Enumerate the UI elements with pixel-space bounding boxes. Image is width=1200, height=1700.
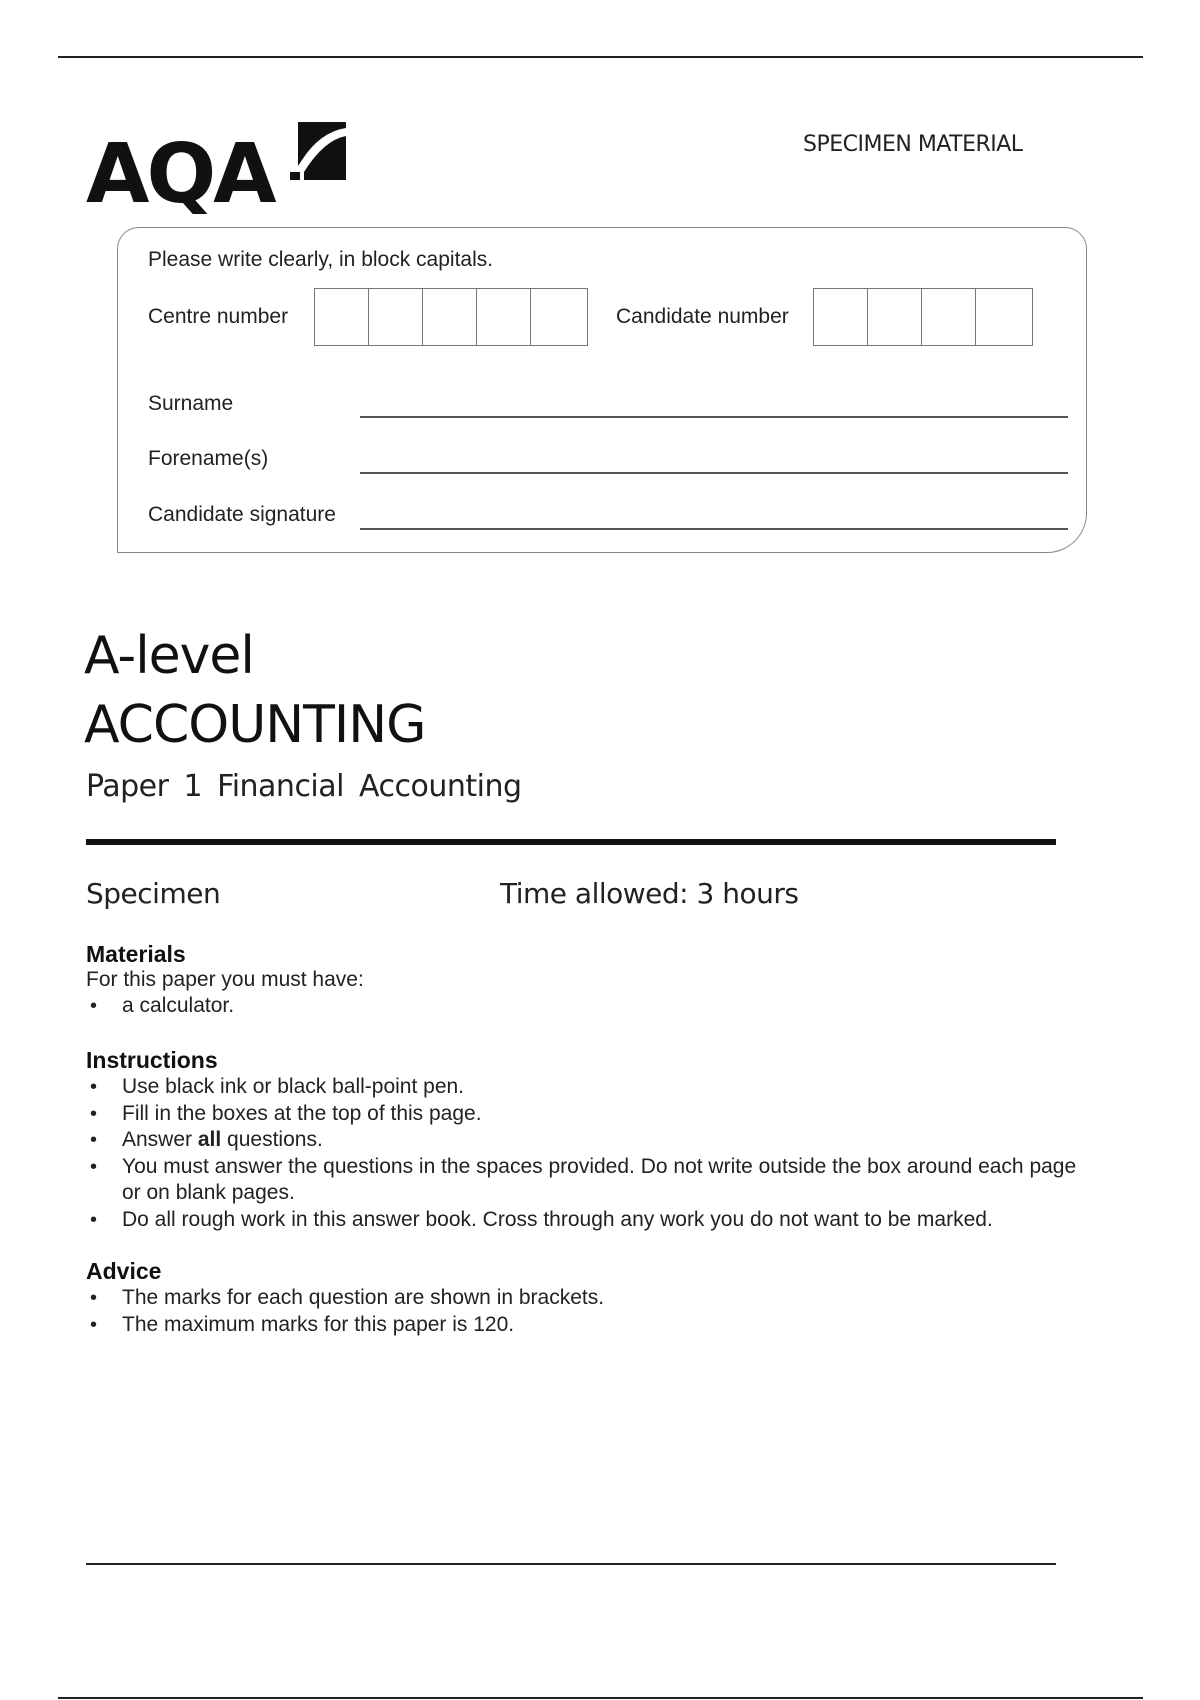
advice-heading: Advice [86, 1258, 162, 1284]
instructions-list [86, 1074, 1096, 1233]
candidate-number-digit[interactable] [976, 289, 1030, 345]
title-divider [86, 839, 1056, 845]
centre-number-digit[interactable] [423, 289, 477, 345]
time-allowed: Time allowed: 3 hours [500, 877, 799, 910]
answer-emphasis: all [197, 1128, 222, 1151]
aqa-logo [86, 122, 346, 222]
advice-list [86, 1285, 1096, 1338]
specimen-material-label: SPECIMEN MATERIAL [803, 132, 1023, 157]
block-capitals-prompt: Please write clearly, in block capitals. [148, 248, 494, 271]
list-item: • Do all rough work in this answer book. Cross through any work you do not want to be marked. [86, 1207, 1096, 1234]
specimen-label: Specimen [86, 877, 221, 910]
candidate-number-digit[interactable] [868, 289, 922, 345]
forenames-label: Forename(s) [148, 447, 269, 470]
centre-number-field[interactable] [314, 288, 588, 346]
list-item: • The maximum marks for this paper is 120. [86, 1312, 1096, 1339]
answer-text: Answer [122, 1128, 198, 1151]
paper-title: Paper 1 Financial Accounting [86, 769, 522, 804]
signature-label: Candidate signature [148, 503, 336, 526]
centre-number-digit[interactable] [369, 289, 423, 345]
top-rule [58, 56, 1143, 58]
materials-intro: For this paper you must have: [86, 968, 364, 991]
aqa-logo-mark-icon [290, 122, 346, 180]
centre-number-digit[interactable] [477, 289, 531, 345]
surname-label: Surname [148, 392, 234, 415]
candidate-number-label: Candidate number [616, 305, 789, 328]
centre-number-digit[interactable] [315, 289, 369, 345]
centre-number-digit[interactable] [531, 289, 585, 345]
aqa-logo-text: AQA [86, 127, 274, 222]
candidate-number-digit[interactable] [814, 289, 868, 345]
candidate-details-box [117, 227, 1087, 553]
list-item: • The marks for each question are shown in brackets. [86, 1285, 1096, 1312]
forenames-field[interactable] [360, 472, 1068, 474]
footer-rule [86, 1563, 1056, 1565]
centre-number-label: Centre number [148, 305, 289, 328]
candidate-number-field[interactable] [813, 288, 1033, 346]
answer-tail: questions. [221, 1128, 323, 1151]
subject-title: ACCOUNTING [84, 695, 426, 755]
qualification-level: A-level [84, 626, 254, 686]
surname-field[interactable] [360, 416, 1068, 418]
list-item: • a calculator. [86, 993, 1096, 1020]
signature-field[interactable] [360, 528, 1068, 530]
materials-heading: Materials [86, 941, 186, 967]
list-item: • Fill in the boxes at the top of this page. [86, 1101, 1096, 1128]
candidate-number-digit[interactable] [922, 289, 976, 345]
list-item [86, 1127, 1096, 1154]
list-item: • Use black ink or black ball-point pen. [86, 1074, 1096, 1101]
materials-list [86, 993, 1096, 1020]
bottom-rule [58, 1697, 1143, 1699]
instructions-heading: Instructions [86, 1047, 218, 1073]
list-item: • You must answer the questions in the spaces provided. Do not write outside the box around each page or on blank pages. [86, 1154, 1096, 1207]
